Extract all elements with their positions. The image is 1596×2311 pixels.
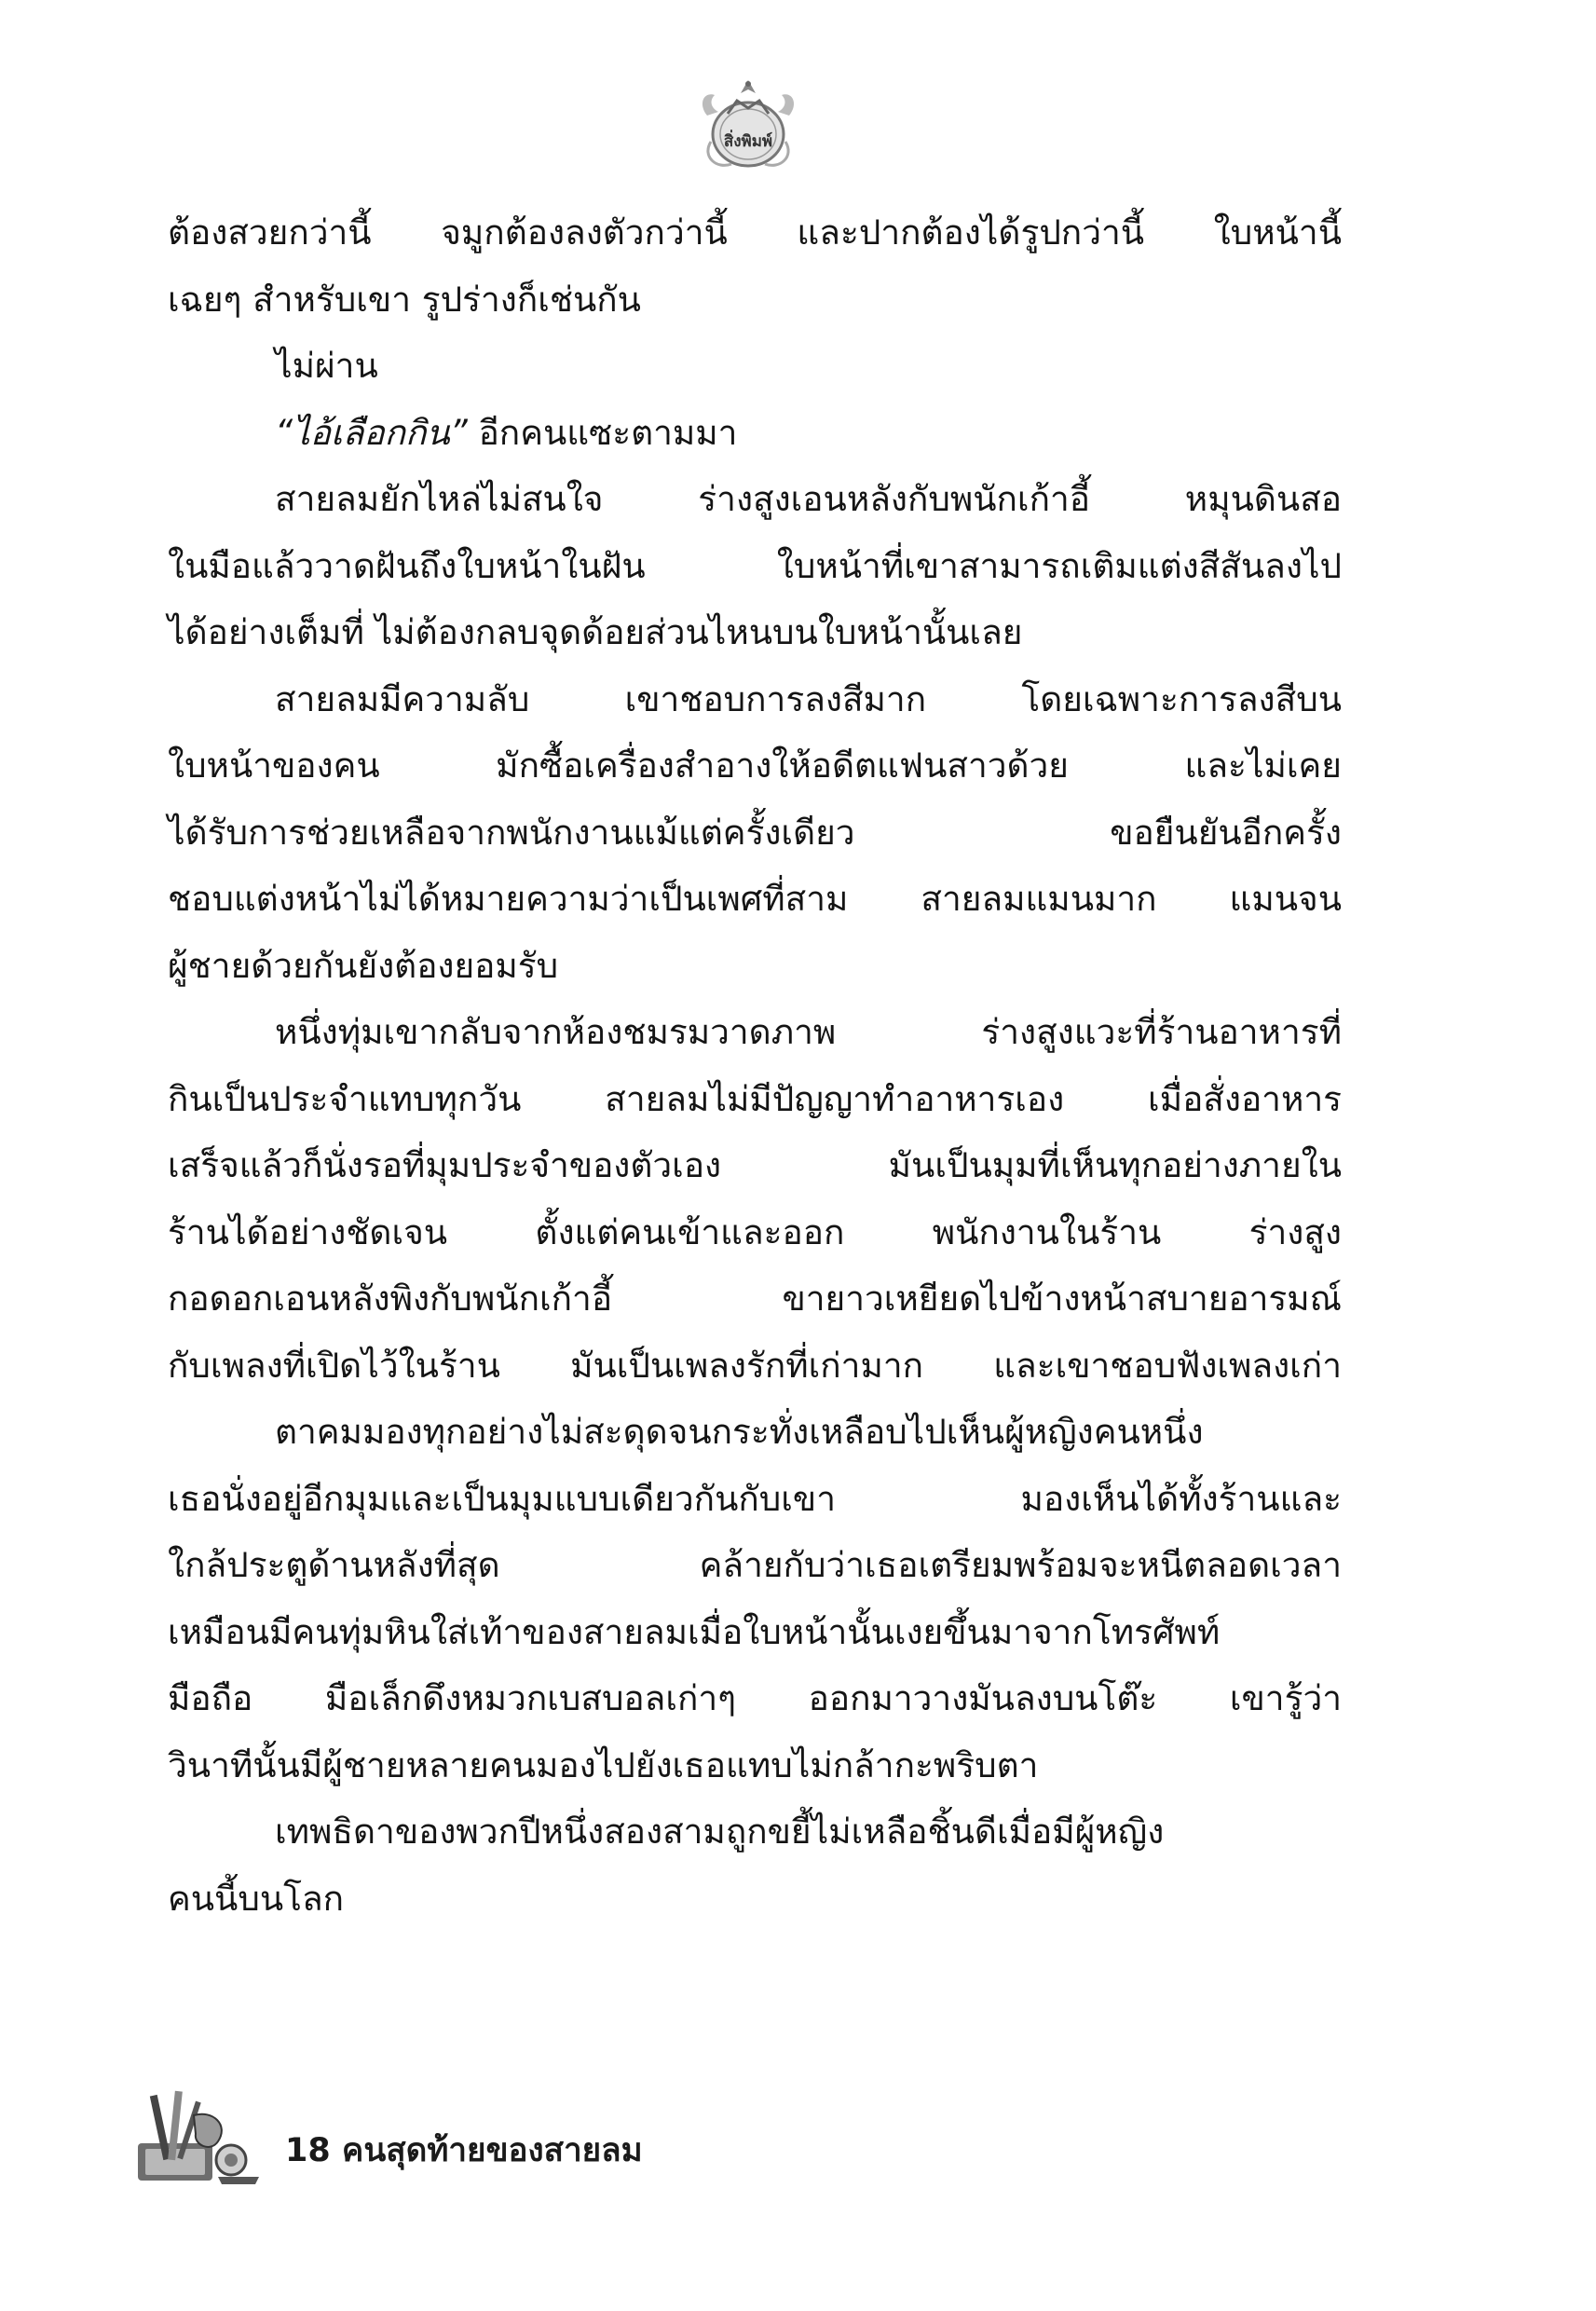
text-line: กินเป็นประจำแทบทุกวัน สายลมไม่มีปัญญาทำอาหารเอง เมื่อสั่งอาหาร: [168, 1078, 1342, 1119]
logo-lettering: สิ่งพิมพ์: [723, 132, 773, 151]
text-line: ไม่ผ่าน: [275, 346, 378, 386]
text-line: ใบหน้าของคน มักซื้อเครื่องสำอางให้อดีตแฟนสาวด้วย และไม่เคย: [168, 745, 1342, 786]
text-line: ในมือแล้ววาดฝันถึงใบหน้าในฝัน ใบหน้าที่เขาสามารถเติมแต่งสีสันลงไป: [168, 545, 1342, 586]
text-line: หนึ่งทุ่มเขากลับจากห้องชมรมวาดภาพ ร่างสูงแวะที่ร้านอาหารที่: [275, 1012, 1342, 1052]
text-line: ตาคมมองทุกอย่างไม่สะดุดจนกระทั่งเหลือบไปเห็นผู้หญิงคนหนึ่ง: [275, 1412, 1204, 1452]
text-line: ร้านได้อย่างชัดเจน ตั้งแต่คนเข้าและออก พนักงานในร้าน ร่างสูง: [168, 1211, 1342, 1252]
quoted-nickname: “ไอ้เลือกกิน”: [275, 412, 468, 453]
text-line: วินาทีนั้นมีผู้ชายหลายคนมองไปยังเธอแทบไม่กล้ากะพริบตา: [168, 1744, 1039, 1785]
text-line: กอดอกเอนหลังพิงกับพนักเก้าอี้ ขายาวเหยียดไปข้างหน้าสบายอารมณ์: [168, 1279, 1342, 1319]
text-line: ผู้ชายด้วยกันยังต้องยอมรับ: [168, 945, 559, 986]
crest-icon: [694, 76, 802, 175]
text-line: ใกล้ประตูด้านหลังที่สุด คล้ายกับว่าเธอเตรียมพร้อมจะหนีตลอดเวลา: [168, 1545, 1342, 1585]
page-number: 18: [285, 2132, 331, 2169]
page-footer: [129, 2087, 967, 2199]
footer-label: [285, 2125, 643, 2176]
text-line: ได้รับการช่วยเหลือจากพนักงานแม้แต่ครั้งเดียว ขอยืนยันอีกครั้ง: [168, 812, 1342, 853]
book-title: คนสุดท้ายของสายลม: [341, 2132, 643, 2169]
text-line: กับเพลงที่เปิดไว้ในร้าน มันเป็นเพลงรักที่เก่ามาก และเขาชอบฟังเพลงเก่า: [168, 1345, 1342, 1386]
text-line: มือถือ มือเล็กดึงหมวกเบสบอลเก่าๆ ออกมาวางมันลงบนโต๊ะ เขารู้ว่า: [168, 1678, 1342, 1718]
text-line: ต้องสวยกว่านี้ จมูกต้องลงตัวกว่านี้ และปากต้องได้รูปกว่านี้ ใบหน้านี้: [168, 212, 1342, 253]
text-line: ได้อย่างเต็มที่ ไม่ต้องกลบจุดด้อยส่วนไหนบนใบหน้านั้นเลย: [168, 612, 1023, 652]
publisher-logo: [694, 76, 802, 175]
text-line: เสร็จแล้วก็นั่งรอที่มุมประจำของตัวเอง มันเป็นมุมที่เห็นทุกอย่างภายใน: [168, 1145, 1342, 1185]
text-line: คนนี้บนโลก: [168, 1878, 345, 1919]
text-line: เทพธิดาของพวกปีหนึ่งสองสามถูกขยี้ไม่เหลือชิ้นดีเมื่อมีผู้หญิง: [275, 1812, 1165, 1852]
text-line: เธอนั่งอยู่อีกมุมและเป็นมุมแบบเดียวกันกับเขา มองเห็นได้ทั้งร้านและ: [168, 1478, 1342, 1519]
text-line: เฉยๆ สำหรับเขา รูปร่างก็เช่นกัน: [168, 279, 641, 320]
dialogue-line: [168, 400, 1342, 467]
art-supplies-icon: [129, 2087, 268, 2190]
text-line: สายลมยักไหล่ไม่สนใจ ร่างสูงเอนหลังกับพนักเก้าอี้ หมุนดินสอ: [275, 479, 1342, 519]
dialogue-tag: อีกคนแซะตามมา: [467, 412, 738, 453]
text-line: เหมือนมีคนทุ่มหินใส่เท้าของสายลมเมื่อใบหน้านั้นเงยขึ้นมาจากโทรศัพท์: [168, 1611, 1221, 1652]
text-line: ชอบแต่งหน้าไม่ได้หมายความว่าเป็นเพศที่สาม สายลมแมนมาก แมนจน: [168, 879, 1342, 919]
text-line: สายลมมีความลับ เขาชอบการลงสีมาก โดยเฉพาะการลงสีบน: [275, 678, 1342, 719]
body-text: [168, 199, 1342, 1932]
